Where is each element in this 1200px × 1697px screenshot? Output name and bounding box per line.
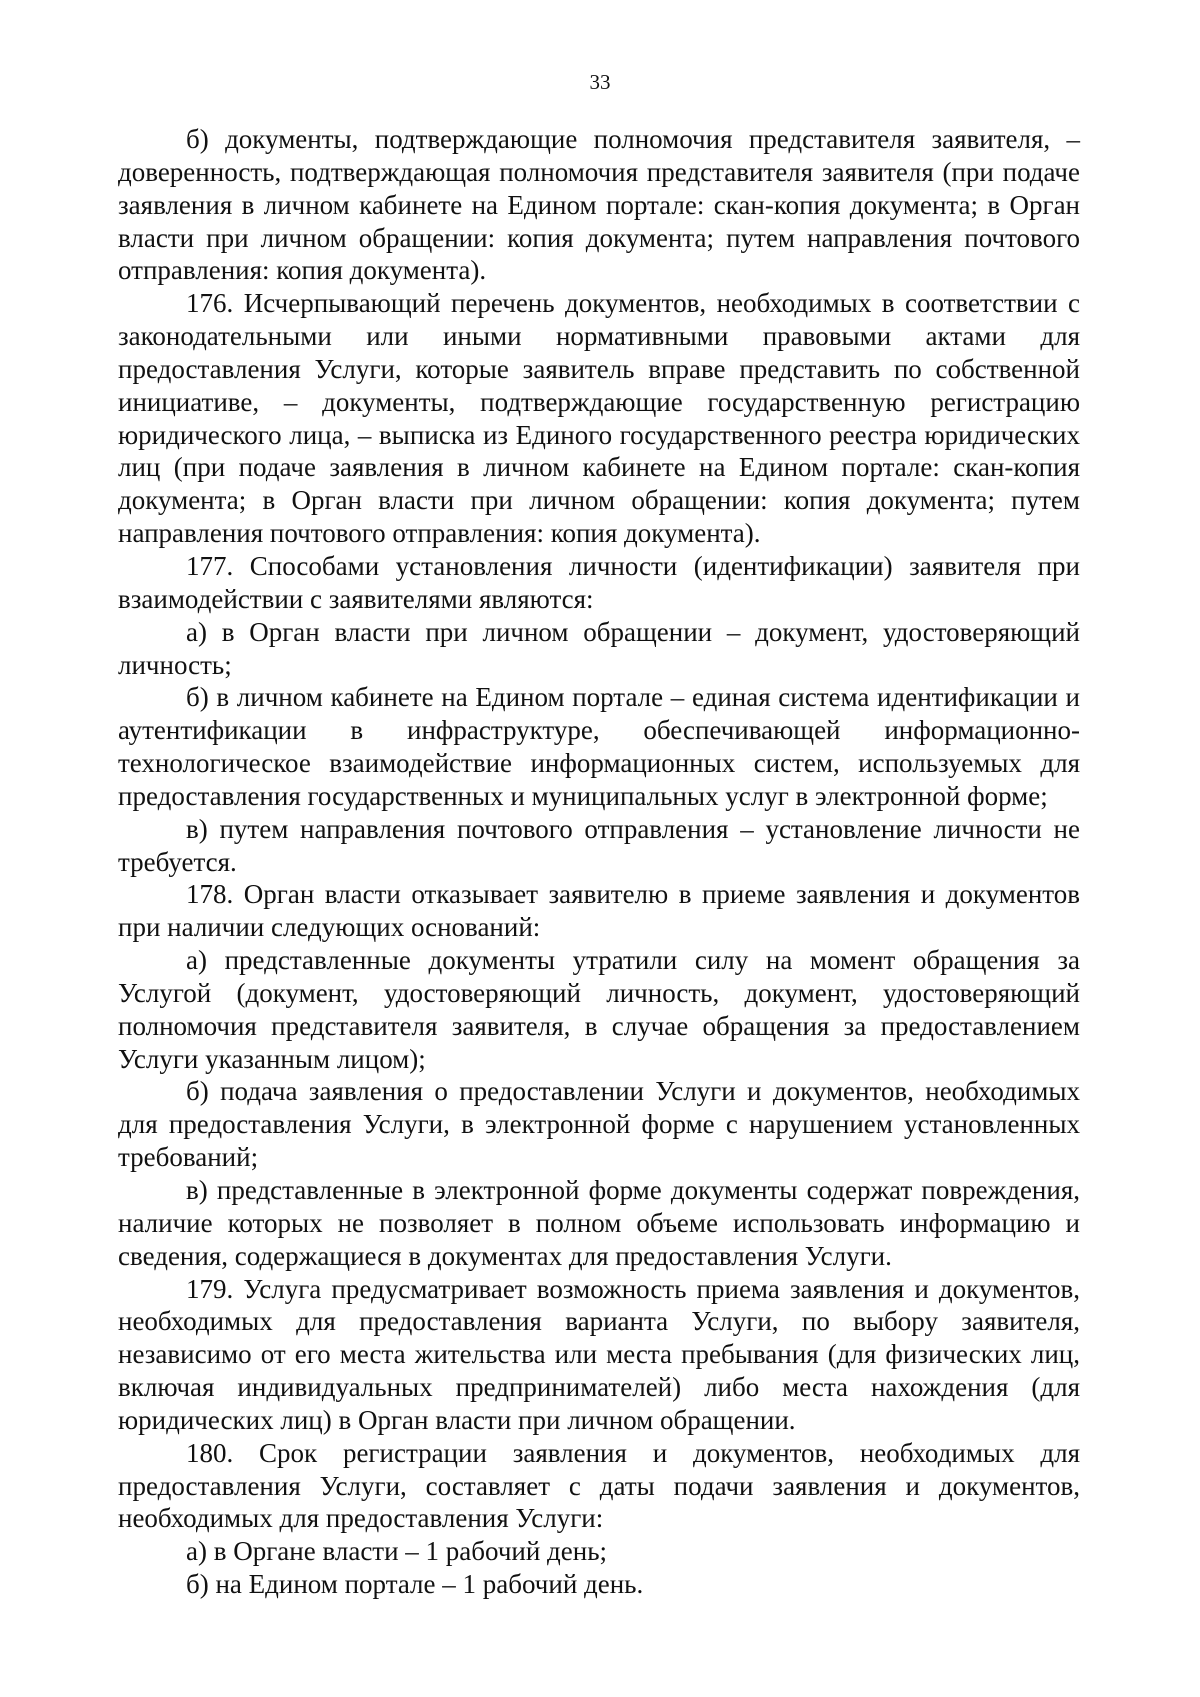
paragraph-180-b: б) на Едином портале – 1 рабочий день. bbox=[186, 1569, 644, 1600]
document-body bbox=[118, 123, 1080, 1601]
paragraph-178: 178. Орган власти отказывает заявителю в приеме заявления и документов при наличии следующих оснований: bbox=[118, 879, 1080, 943]
paragraph-177-v: в) путем направления почтового отправления – установление личности не требуется. bbox=[118, 813, 1080, 877]
paragraph-177: 177. Способами установления личности (идентификации) заявителя при взаимодействии с заявителями являются: bbox=[118, 550, 1080, 614]
page-number: 33 bbox=[589, 70, 611, 94]
paragraph-b-representative-documents: б) документы, подтверждающие полномочия представителя заявителя, – доверенность, подтверждающая полномочия представителя заявителя (при подаче заявления в личном кабинете на Едином портале: скан-копия документа; в Орган власти при личном обращении: копия документа; путем направления почтового отправления: копия документа). bbox=[118, 124, 1080, 286]
paragraph-177-b: б) в личном кабинете на Едином портале – единая система идентификации и аутентификации в инфраструктуре, обеспечивающей информационно-технологическое взаимодействие информационных систем, используемых для предоставления государственных и муниципальных услуг в электронной форме; bbox=[118, 682, 1080, 811]
paragraph-177-a: а) в Орган власти при личном обращении – документ, удостоверяющий личность; bbox=[118, 616, 1080, 680]
paragraph-178-v: в) представленные в электронной форме документы содержат повреждения, наличие которых не позволяет в полном объеме использовать информацию и сведения, содержащиеся в документах для предоставления Услуги. bbox=[118, 1175, 1080, 1271]
paragraph-179: 179. Услуга предусматривает возможность приема заявления и документов, необходимых для предоставления варианта Услуги, по выбору заявителя, независимо от его места жительства или места пребывания (для физических лиц, включая индивидуальных предпринимателей) либо места нахождения (для юридических лиц) в Орган власти при личном обращении. bbox=[118, 1273, 1080, 1435]
paragraph-176: 176. Исчерпывающий перечень документов, необходимых в соответствии с законодательными или иными нормативными правовыми актами для предоставления Услуги, которые заявитель вправе представить по собственной инициативе, – документы, подтверждающие государственную регистрацию юридического лица, – выписка из Единого государственного реестра юридических лиц (при подаче заявления в личном кабинете на Едином портале: скан-копия документа; в Орган власти при личном обращении: копия документа; путем направления почтового отправления: копия документа). bbox=[118, 288, 1080, 549]
paragraph-180: 180. Срок регистрации заявления и документов, необходимых для предоставления Услуги, составляет с даты подачи заявления и документов, необходимых для предоставления Услуги: bbox=[118, 1437, 1080, 1534]
paragraph-180-a: а) в Органе власти – 1 рабочий день; bbox=[186, 1536, 608, 1567]
paragraph-178-a: а) представленные документы утратили силу на момент обращения за Услугой (документ, удостоверяющий личность, документ, удостоверяющий полномочия представителя заявителя, в случае обращения за предоставлением Услуги указанным лицом); bbox=[118, 945, 1080, 1074]
paragraph-178-b: б) подача заявления о предоставлении Услуги и документов, необходимых для предоставления Услуги, в электронной форме с нарушением установленных требований; bbox=[118, 1076, 1080, 1173]
